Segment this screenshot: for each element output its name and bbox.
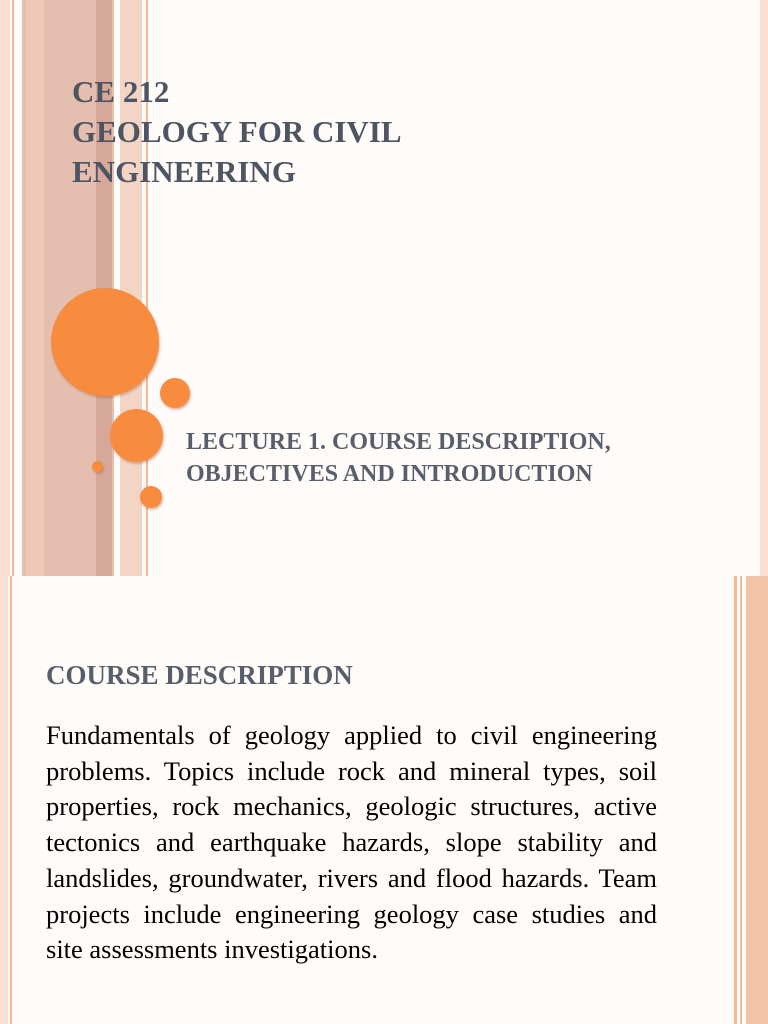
- slide-title-line: CE 212: [72, 74, 170, 109]
- decorative-stripe: [734, 576, 737, 1024]
- decorative-stripe: [760, 0, 768, 576]
- course-description-text: Fundamentals of geology applied to civil engineering problems. Topics include rock and mineral types, soil properties, rock mechanics, geologic structures, active tectonics and earthquake hazards, slope stability and landslides, groundwater, rivers and flood hazards. Team projects include engineering geology case studies and site assessments investigations.: [46, 720, 657, 965]
- section-heading: COURSE DESCRIPTION: [46, 660, 353, 690]
- decorative-circle: [160, 378, 190, 408]
- decorative-circle: [51, 288, 159, 396]
- decorative-stripe: [12, 0, 14, 576]
- decorative-stripe: [740, 576, 742, 1024]
- slide-subtitle-line: LECTURE 1. COURSE DESCRIPTION,: [186, 429, 611, 455]
- decorative-stripe: [10, 576, 12, 1024]
- slide-subtitle: [186, 426, 746, 490]
- decorative-stripe: [0, 576, 8, 1024]
- decorative-circle: [140, 486, 162, 508]
- course-description-slide: [0, 576, 768, 1024]
- decorative-stripe: [26, 0, 44, 576]
- slide-title-line: ENGINEERING: [72, 154, 296, 189]
- slide-subtitle-line: OBJECTIVES AND INTRODUCTION: [186, 461, 593, 487]
- decorative-stripe: [746, 576, 768, 1024]
- decorative-circle: [92, 461, 103, 472]
- decorative-circle: [110, 409, 163, 462]
- slide-title: [72, 72, 712, 192]
- slide-title-line: GEOLOGY FOR CIVIL: [72, 114, 402, 149]
- decorative-stripe: [0, 0, 10, 576]
